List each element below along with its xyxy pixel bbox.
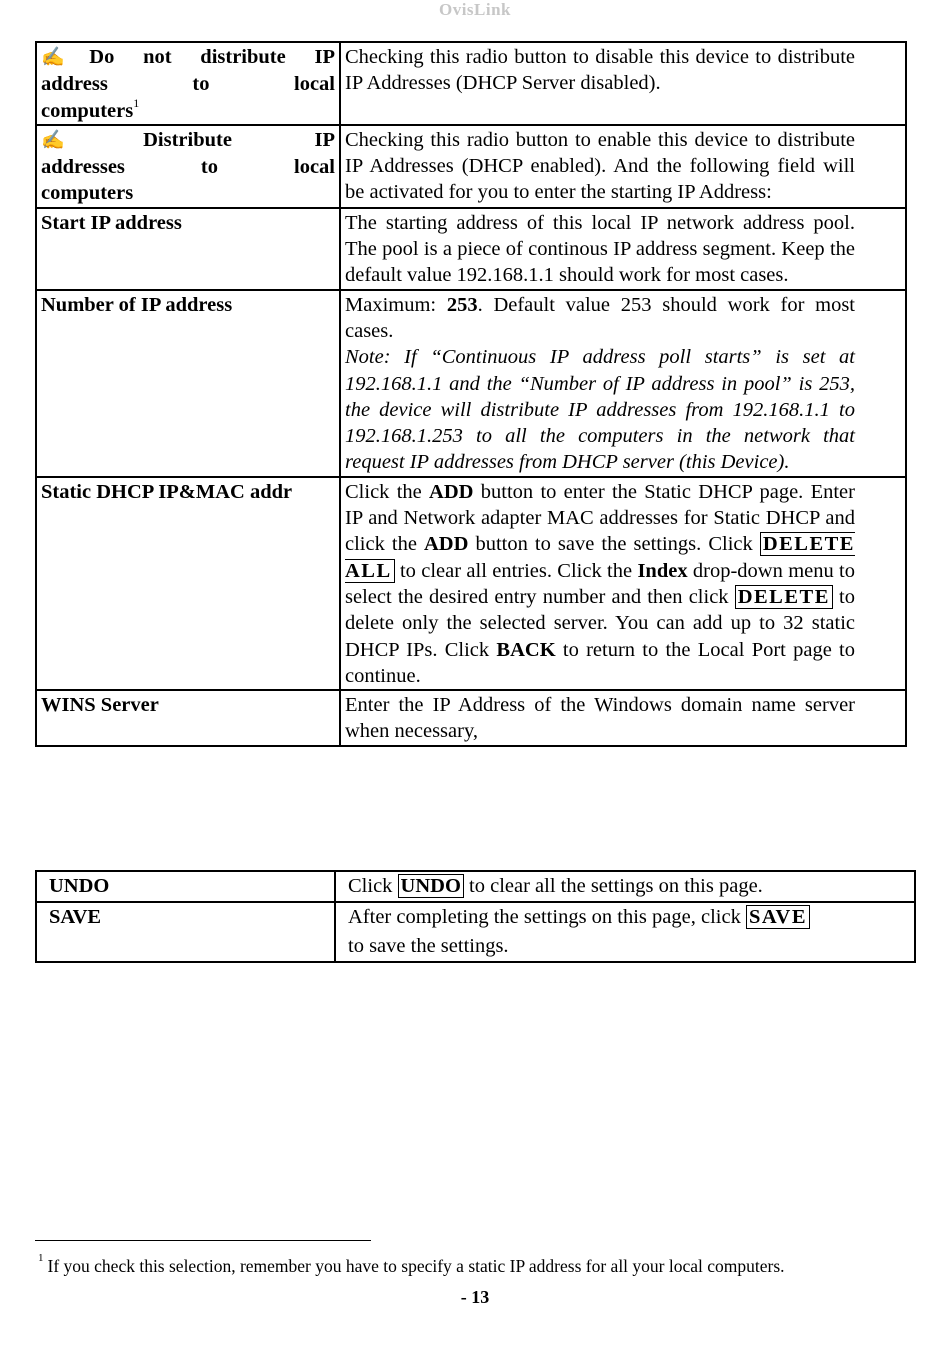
undo-button-ref: UNDO xyxy=(398,874,464,898)
label-cell: WINS Server xyxy=(36,690,340,746)
add-keyword: ADD xyxy=(429,480,474,503)
table-row xyxy=(36,477,906,690)
description-cell: Click UNDO to clear all the settings on this page. xyxy=(335,871,915,902)
pen-writing-icon: ✍ xyxy=(41,129,143,151)
option-label-line: addresses to local xyxy=(41,156,335,179)
option-label-line: computers xyxy=(41,99,134,122)
option-label-line: address to local xyxy=(41,73,335,96)
option-label-line: computers xyxy=(41,182,134,205)
buttons-description-table xyxy=(35,870,916,963)
description-cell: The starting address of this local IP network address pool. The pool is a piece of continous IP address segment. Keep the default value 192.168.1.1 should work for most cases. xyxy=(340,208,906,290)
label-cell: UNDO xyxy=(36,871,335,902)
add-keyword: ADD xyxy=(424,533,469,556)
option-label-line: Distribute IP xyxy=(143,128,335,151)
index-keyword: Index xyxy=(637,559,688,582)
max-value: 253 xyxy=(446,293,478,316)
table-row xyxy=(36,125,906,208)
table-row xyxy=(36,902,915,962)
table-row xyxy=(36,208,906,290)
option-label-line: Do not distribute IP xyxy=(89,46,335,68)
brand-header: OvisLink xyxy=(438,0,512,19)
page-number: - 13 xyxy=(460,1287,490,1307)
footnote-ref: 1 xyxy=(133,95,140,110)
footnote xyxy=(38,1252,785,1277)
label-cell: Number of IP address xyxy=(36,290,340,477)
table-row xyxy=(36,871,915,902)
table-row xyxy=(36,290,906,477)
description-cell: Checking this radio button to disable this device to distribute IP Addresses (DHCP Server disabled). xyxy=(340,42,906,125)
delete-button-ref: DELETE xyxy=(735,585,833,609)
label-cell: Start IP address xyxy=(36,208,340,290)
footnote-divider xyxy=(35,1240,371,1241)
footnote-text: If you check this selection, remember you have to specify a static IP address for all your local computers. xyxy=(47,1256,785,1276)
label-cell: Static DHCP IP&MAC addr xyxy=(36,477,340,690)
save-button-ref: SAVE xyxy=(746,905,810,929)
pen-writing-icon: ✍ xyxy=(41,47,89,68)
back-keyword: BACK xyxy=(496,638,556,661)
label-cell xyxy=(36,42,340,125)
description-cell: Click the ADD button to enter the Static DHCP page. Enter IP and Network adapter MAC addresses for Static DHCP and click the ADD button to save the settings. Click DELETE ALL to clear all entries. Click the Index drop-down menu to select the desired entry number and then click DELETE to delete only the selected server. You can add up to 32 static DHCP IPs. Click BACK to return to the Local Port page to continue. xyxy=(340,477,906,690)
note-text: Note: If “Continuous IP address poll starts” is set at 192.168.1.1 and the “Number of IP address in pool” is 253, the device will distribute IP addresses from 192.168.1.1 to 192.168.1.253 to all the computers in the network that request IP addresses from DHCP server (this Device). xyxy=(345,346,855,474)
label-cell xyxy=(36,125,340,208)
label-cell: SAVE xyxy=(36,902,335,962)
description-cell: Checking this radio button to enable this device to distribute IP Addresses (DHCP enabled). And the following field will be activated for you to enter the starting IP Address: xyxy=(340,125,906,208)
description-cell: Enter the IP Address of the Windows domain name server when necessary, xyxy=(340,690,906,746)
footnote-mark: 1 xyxy=(38,1252,44,1265)
description-cell: After completing the settings on this page, click SAVE to save the settings. xyxy=(335,902,915,962)
table-row xyxy=(36,42,906,125)
delete-all-button-ref: DELETE ALL xyxy=(345,533,855,582)
table-row xyxy=(36,690,906,746)
settings-description-table xyxy=(35,41,907,747)
description-cell: Maximum: 253. Default value 253 should work for most cases. Note: If “Continuous IP address poll starts” is set at 192.168.1.1 and the “Number of IP address in pool” is 253, the device will distribute IP addresses from 192.168.1.1 to 192.168.1.253 to all the computers in the network that request IP addresses from DHCP server (this Device). xyxy=(340,290,906,477)
